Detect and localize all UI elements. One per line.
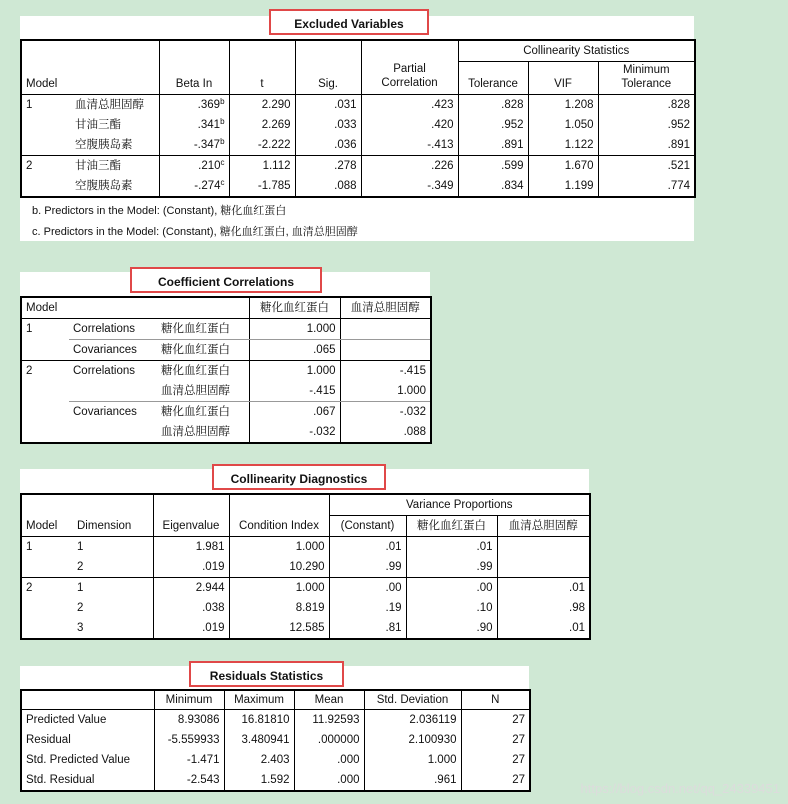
cell-type xyxy=(69,381,157,402)
cell-sig: .036 xyxy=(295,135,361,156)
header-dimension: Dimension xyxy=(73,494,153,537)
footnote-marker: b xyxy=(220,117,225,126)
footnote-b: b. Predictors in the Model: (Constant), 糖化血红蛋白 xyxy=(32,205,287,217)
header-maximum: Maximum xyxy=(224,690,294,710)
cell-min-tolerance: .952 xyxy=(598,115,695,135)
cell-min-tolerance: .521 xyxy=(598,156,695,177)
header-constant: (Constant) xyxy=(329,516,406,537)
header-model: Model xyxy=(21,40,159,95)
cell-constant: .19 xyxy=(329,598,406,618)
cell-eigenvalue: .038 xyxy=(153,598,229,618)
cell-label: Predicted Value xyxy=(21,710,154,731)
table-row xyxy=(21,340,431,361)
cell-label: Std. Residual xyxy=(21,770,154,791)
excluded-variables-table xyxy=(20,39,696,198)
cell-mean: 11.92593 xyxy=(294,710,364,731)
table-row xyxy=(21,557,590,578)
cell-t: 1.112 xyxy=(229,156,295,177)
cell-condition-index: 12.585 xyxy=(229,618,329,639)
table-row xyxy=(21,95,695,116)
cell-variable: 甘油三酯 xyxy=(75,119,121,131)
footnote-marker: b xyxy=(220,97,225,106)
cell-model xyxy=(21,340,69,361)
cell-model: 2 xyxy=(21,156,71,177)
cell-variable: 血清总胆固醇 xyxy=(157,422,249,443)
cell-beta-in: -.274 xyxy=(194,180,221,192)
cell-sig: .278 xyxy=(295,156,361,177)
cell-mean: .000000 xyxy=(294,730,364,750)
cell-min-tolerance: .774 xyxy=(598,176,695,197)
table-row xyxy=(21,115,695,135)
cell-model xyxy=(21,402,69,423)
cell-vif: 1.208 xyxy=(528,95,598,116)
cell-model xyxy=(21,115,71,135)
cell-eigenvalue: .019 xyxy=(153,557,229,578)
cell-tolerance: .952 xyxy=(458,115,528,135)
cell-beta-in: -.347 xyxy=(193,139,221,151)
header-t: t xyxy=(229,40,295,95)
residuals-statistics-title: Residuals Statistics xyxy=(189,661,344,687)
footnote-marker: c xyxy=(220,158,225,167)
header-var-2: 血清总胆固醇 xyxy=(497,516,590,537)
cell-vif: 1.670 xyxy=(528,156,598,177)
cell-sig: .033 xyxy=(295,115,361,135)
cell-sig: .031 xyxy=(295,95,361,116)
cell-variable: 甘油三酯 xyxy=(71,156,159,177)
cell-model: 1 xyxy=(21,537,73,558)
cell-t: 2.290 xyxy=(229,95,295,116)
footnote-marker: c xyxy=(220,178,225,187)
cell-eigenvalue: 1.981 xyxy=(153,537,229,558)
cell-minimum: -1.471 xyxy=(154,750,224,770)
cell-var-2: .01 xyxy=(497,578,590,599)
table-row xyxy=(21,319,431,340)
cell-variable: 血清总胆固醇 xyxy=(71,95,159,116)
cell-var-1: .90 xyxy=(406,618,497,639)
cell-beta-in: .369 xyxy=(197,99,221,111)
cell-partial: .420 xyxy=(361,115,458,135)
table-row xyxy=(21,770,530,791)
footnote-c: c. Predictors in the Model: (Constant), 糖化血红蛋白, 血清总胆固醇 xyxy=(32,226,358,238)
cell-std-deviation: .961 xyxy=(364,770,461,791)
cell-type: Covariances xyxy=(73,406,137,418)
table-row xyxy=(21,156,695,177)
header-eigenvalue: Eigenvalue xyxy=(153,494,229,537)
header-variance-proportions: Variance Proportions xyxy=(329,494,590,516)
header-vif: VIF xyxy=(528,62,598,95)
cell-vif: 1.122 xyxy=(528,135,598,156)
cell-tolerance: .828 xyxy=(458,95,528,116)
cell-value: .088 xyxy=(340,422,431,443)
table-row xyxy=(21,402,431,423)
cell-condition-index: 1.000 xyxy=(229,537,329,558)
cell-minimum: -2.543 xyxy=(154,770,224,791)
cell-dimension: 2 xyxy=(77,561,84,573)
cell-constant: .81 xyxy=(329,618,406,639)
cell-t: -2.222 xyxy=(229,135,295,156)
header-beta-in: Beta In xyxy=(159,40,229,95)
cell-var-1: .01 xyxy=(406,537,497,558)
cell-value: 1.000 xyxy=(249,361,340,382)
cell-vif: 1.050 xyxy=(528,115,598,135)
coefficient-correlations-table xyxy=(20,296,432,444)
header-tolerance: Tolerance xyxy=(458,62,528,95)
cell-maximum: 2.403 xyxy=(224,750,294,770)
cell-value xyxy=(340,319,431,340)
cell-variable: 糖化血红蛋白 xyxy=(161,344,230,356)
collinearity-diagnostics-table xyxy=(20,493,591,640)
cell-std-deviation: 2.036119 xyxy=(364,710,461,731)
cell-constant: .01 xyxy=(329,537,406,558)
table-row xyxy=(21,176,695,197)
cell-variable: 空腹胰岛素 xyxy=(75,139,133,151)
cell-type: Correlations xyxy=(69,319,157,340)
cell-tolerance: .834 xyxy=(458,176,528,197)
cell-value: .065 xyxy=(249,340,340,361)
cell-model xyxy=(21,598,73,618)
cell-maximum: 3.480941 xyxy=(224,730,294,750)
cell-n: 27 xyxy=(461,710,530,731)
cell-dimension: 2 xyxy=(77,602,84,614)
cell-var-2 xyxy=(497,537,590,558)
coefficient-correlations-title: Coefficient Correlations xyxy=(130,267,322,293)
cell-condition-index: 1.000 xyxy=(229,578,329,599)
table-row xyxy=(21,422,431,443)
cell-vif: 1.199 xyxy=(528,176,598,197)
cell-model xyxy=(21,422,69,443)
cell-var-2: .01 xyxy=(497,618,590,639)
cell-std-deviation: 2.100930 xyxy=(364,730,461,750)
cell-value: -.032 xyxy=(340,402,431,423)
header-condition-index: Condition Index xyxy=(229,494,329,537)
table-row xyxy=(21,730,530,750)
header-sig: Sig. xyxy=(295,40,361,95)
header-minimum: Minimum xyxy=(154,690,224,710)
header-collinearity-statistics: Collinearity Statistics xyxy=(458,40,695,62)
table-row xyxy=(21,578,590,599)
watermark: https://blog.csdn.net/qq_24339451 xyxy=(580,781,780,796)
cell-model: 1 xyxy=(21,319,69,340)
cell-dimension: 3 xyxy=(73,618,153,639)
header-model: Model xyxy=(21,297,249,319)
cell-variable: 糖化血红蛋白 xyxy=(157,361,249,382)
cell-type xyxy=(69,422,157,443)
table-row xyxy=(21,381,431,402)
cell-model xyxy=(21,135,71,156)
cell-value: 1.000 xyxy=(340,381,431,402)
footnote-marker: b xyxy=(220,137,225,146)
collinearity-diagnostics-title: Collinearity Diagnostics xyxy=(212,464,386,490)
cell-min-tolerance: .891 xyxy=(598,135,695,156)
table-row xyxy=(21,750,530,770)
cell-minimum: -5.559933 xyxy=(154,730,224,750)
cell-label: Residual xyxy=(21,730,154,750)
cell-t: -1.785 xyxy=(229,176,295,197)
header-minimum-tolerance: Minimum Tolerance xyxy=(598,62,695,95)
header-n: N xyxy=(461,690,530,710)
cell-partial: -.349 xyxy=(361,176,458,197)
cell-value: -.032 xyxy=(249,422,340,443)
cell-variable: 血清总胆固醇 xyxy=(157,381,249,402)
cell-constant: .00 xyxy=(329,578,406,599)
cell-beta-in: .341 xyxy=(197,119,221,131)
cell-dimension: 1 xyxy=(73,578,153,599)
cell-variable: 糖化血红蛋白 xyxy=(157,319,249,340)
cell-t: 2.269 xyxy=(229,115,295,135)
cell-model xyxy=(21,381,69,402)
cell-condition-index: 8.819 xyxy=(229,598,329,618)
header-model: Model xyxy=(21,494,73,537)
cell-partial: -.413 xyxy=(361,135,458,156)
cell-sig: .088 xyxy=(295,176,361,197)
header-std-deviation: Std. Deviation xyxy=(364,690,461,710)
cell-var-1: .00 xyxy=(406,578,497,599)
cell-var-1: .99 xyxy=(406,557,497,578)
cell-eigenvalue: 2.944 xyxy=(153,578,229,599)
cell-tolerance: .891 xyxy=(458,135,528,156)
cell-variable: 空腹胰岛素 xyxy=(71,176,159,197)
cell-partial: .423 xyxy=(361,95,458,116)
residuals-statistics-table xyxy=(20,689,531,792)
cell-mean: .000 xyxy=(294,750,364,770)
cell-condition-index: 10.290 xyxy=(229,557,329,578)
cell-minimum: 8.93086 xyxy=(154,710,224,731)
cell-std-deviation: 1.000 xyxy=(364,750,461,770)
table-row xyxy=(21,598,590,618)
table-row xyxy=(21,361,431,382)
table-row xyxy=(21,537,590,558)
cell-value: -.415 xyxy=(340,361,431,382)
header-mean: Mean xyxy=(294,690,364,710)
cell-var-2 xyxy=(497,557,590,578)
cell-value: .067 xyxy=(249,402,340,423)
cell-label: Std. Predicted Value xyxy=(21,750,154,770)
cell-model: 1 xyxy=(21,95,71,116)
cell-eigenvalue: .019 xyxy=(153,618,229,639)
cell-partial: .226 xyxy=(361,156,458,177)
table-row xyxy=(21,135,695,156)
cell-type: Correlations xyxy=(69,361,157,382)
cell-tolerance: .599 xyxy=(458,156,528,177)
cell-model xyxy=(21,557,73,578)
header-var-1: 糖化血红蛋白 xyxy=(406,516,497,537)
cell-value: -.415 xyxy=(249,381,340,402)
cell-var-2: .98 xyxy=(497,598,590,618)
excluded-variables-title: Excluded Variables xyxy=(269,9,429,35)
header-partial-correlation: Partial Correlation xyxy=(361,40,458,95)
cell-model: 2 xyxy=(21,578,73,599)
cell-variable: 糖化血红蛋白 xyxy=(161,406,230,418)
cell-model xyxy=(21,618,73,639)
cell-maximum: 16.81810 xyxy=(224,710,294,731)
cell-beta-in: .210 xyxy=(198,160,221,172)
cell-maximum: 1.592 xyxy=(224,770,294,791)
table-row xyxy=(21,618,590,639)
cell-min-tolerance: .828 xyxy=(598,95,695,116)
header-col-2: 血清总胆固醇 xyxy=(340,297,431,319)
cell-dimension: 1 xyxy=(73,537,153,558)
cell-constant: .99 xyxy=(329,557,406,578)
cell-n: 27 xyxy=(461,750,530,770)
cell-n: 27 xyxy=(461,730,530,750)
cell-n: 27 xyxy=(461,770,530,791)
cell-value xyxy=(340,340,431,361)
cell-model xyxy=(21,176,71,197)
cell-model: 2 xyxy=(21,361,69,382)
cell-type: Covariances xyxy=(73,344,137,356)
cell-var-1: .10 xyxy=(406,598,497,618)
table-row xyxy=(21,710,530,731)
cell-mean: .000 xyxy=(294,770,364,791)
header-col-1: 糖化血红蛋白 xyxy=(249,297,340,319)
cell-value: 1.000 xyxy=(249,319,340,340)
